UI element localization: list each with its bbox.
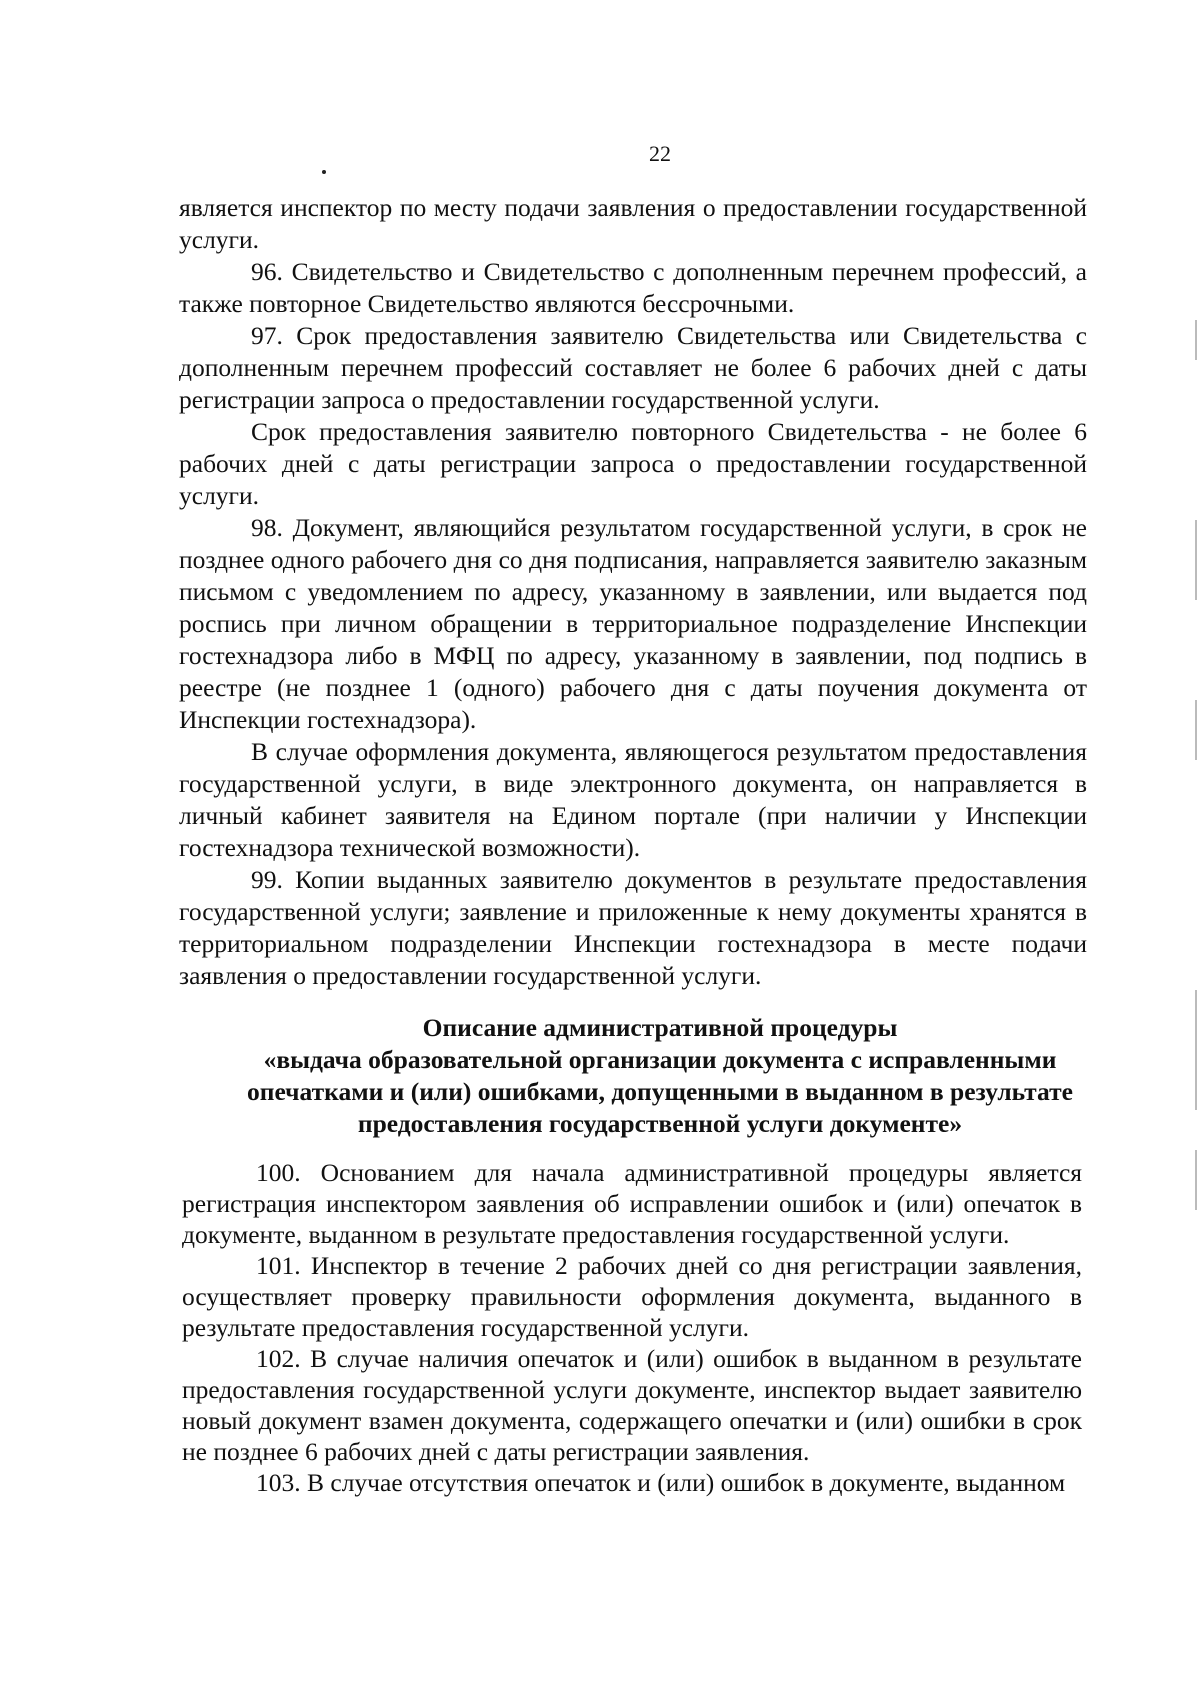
scan-edge-line — [1195, 520, 1197, 600]
paragraph-97: 97. Срок предоставления заявителю Свидетельства или Свидетельства с дополненным перечнем профессий составляет не более 6 рабочих дней с даты регистрации запроса о предоставлении государственной услуги. — [179, 321, 1087, 414]
paragraph-97-repeat: Срок предоставления заявителю повторного Свидетельства - не более 6 рабочих дней с даты регистрации запроса о предоставлении государственной услуги. — [179, 417, 1087, 510]
scan-edge-line — [1195, 320, 1197, 360]
paragraph-96: 96. Свидетельство и Свидетельство с дополненным перечнем профессий, а также повторное Свидетельство являются бессрочными. — [179, 257, 1087, 318]
paragraph-100: 100. Основанием для начала административной процедуры является регистрация инспектором заявления об исправлении ошибок и (или) опечаток в документе, выданном в результате предоставления государственной услуги. — [182, 1158, 1082, 1249]
scan-edge-line — [1195, 1150, 1197, 1210]
paragraph-98-electronic: В случае оформления документа, являющегося результатом предоставления государственной услуги, в виде электронного документа, он направляется в личный кабинет заявителя на Едином портале (при наличии у Инспекции гостехнадзора технической возможности). — [179, 737, 1087, 862]
paragraph-101: 101. Инспектор в течение 2 рабочих дней со дня регистрации заявления, осуществляет проверку правильности оформления документа, выданного в результате предоставления государственной услуги. — [182, 1251, 1082, 1342]
paragraph-103: 103. В случае отсутствия опечаток и (или) ошибок в документе, выданном — [256, 1468, 1066, 1497]
paragraph-98: 98. Документ, являющийся результатом государственной услуги, в срок не позднее одного рабочего дня со дня подписания, направляется заявителю заказным письмом с уведомлением по адресу, указанному в заявлении, или выдается под роспись при личном обращении в территориальное подразделение Инспекции гостехнадзора либо в МФЦ по адресу, указанному в заявлении, под подпись в реестре (не позднее 1 (одного) рабочего дня с даты поучения документа от Инспекции гостехнадзора). — [179, 513, 1087, 734]
text-section-bottom — [182, 1157, 1082, 1498]
text-section-top — [179, 192, 1087, 992]
heading-line: «выдача образовательной организации документа с исправленными — [263, 1045, 1057, 1074]
heading-line: предоставления государственной услуги документе» — [357, 1109, 963, 1138]
scan-edge-line — [1195, 990, 1197, 1110]
scan-speck — [322, 170, 326, 174]
paragraph-99: 99. Копии выданных заявителю документов в результате предоставления государственной услуги; заявление и приложенные к нему документы хранятся в территориальном подразделении Инспекции гостехнадзора в месте подачи заявления о предоставлении государственной услуги. — [179, 865, 1087, 990]
heading-line: Описание административной процедуры — [422, 1013, 898, 1042]
scan-edge-line — [1195, 700, 1197, 760]
heading-line: опечатками и (или) ошибками, допущенными в выданном в результате — [247, 1077, 1073, 1106]
page-number: 22 — [649, 141, 671, 166]
paragraph-continuation: является инспектор по месту подачи заявления о предоставлении государственной услуги. — [179, 193, 1087, 254]
section-heading — [200, 1012, 1120, 1140]
paragraph-102: 102. В случае наличия опечаток и (или) ошибок в выданном в результате предоставления государственной услуги документе, инспектор выдает заявителю новый документ взамен документа, содержащего опечатки и (или) ошибки в срок не позднее 6 рабочих дней с даты регистрации заявления. — [182, 1344, 1082, 1466]
